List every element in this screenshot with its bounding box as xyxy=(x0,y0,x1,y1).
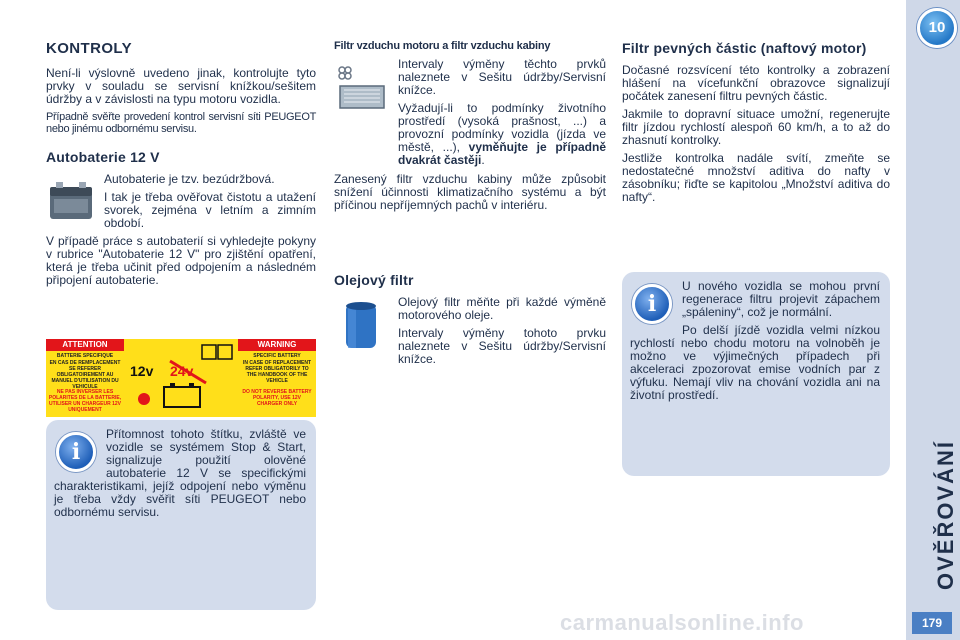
air-filter-block xyxy=(334,58,606,167)
label-left-text: EN CAS DE REMPLACEMENT SE REFERER OBLIGATOIREMENT AU MANUEL D'UTILISATION DU VEHICULE xyxy=(49,360,121,390)
air-filter-heading: Filtr vzduchu motoru a filtr vzduchu kabiny xyxy=(334,40,551,52)
battery-icon xyxy=(46,175,96,225)
column-dpf xyxy=(622,40,890,209)
page-number: 179 xyxy=(912,612,952,634)
air-filter-p2-text: Vyžadují-li to podmínky životního prostředí (vysoká prašnost, ...) a provozní podmínky vozidla (jízda ve městě, ...), xyxy=(398,101,606,154)
info-box-battery xyxy=(46,420,316,610)
oil-filter-icon xyxy=(334,298,390,354)
info-box-dpf-p2: Po delší jízdě vozidla velmi nízkou rychlostí nebo chodu motoru na volnoběh je možno ve výjimečných případech při akceleraci zpozorovat emise vodních par z výfuku. Nemají vliv na chování vozidla ani na životní prostředí. xyxy=(630,323,880,402)
chapter-number-badge: 10 xyxy=(917,8,957,48)
battery-p2: I tak je třeba ověřovat čistotu a utažení svorek, zejména v letním a zimním období. xyxy=(104,190,316,230)
label-symbols-icon xyxy=(126,341,236,415)
intro-text: Není-li výslovně uvedeno jinak, kontrolujte tyto prvky v souladu se servisní knížkou/sešitem údržby a v závislosti na typu motoru vozidla. xyxy=(46,66,316,106)
battery-p3: V případě práce s autobaterií si vyhledejte pokyny v rubrice "Autobaterie 12 V" pro zjištění opatření, která je třeba učinit před odpojením a následném připojení autobaterie. xyxy=(46,234,316,287)
air-filter-icon xyxy=(334,60,390,116)
oil-filter-heading: Olejový filtr xyxy=(334,272,414,288)
oil-filter-block xyxy=(334,296,606,366)
label-12v: 12v xyxy=(130,363,154,379)
battery-warning-label xyxy=(46,339,316,417)
air-filter-p2-end: . xyxy=(481,153,485,167)
attention-header: ATTENTION xyxy=(46,339,124,351)
section-title: KONTROLY xyxy=(46,40,132,57)
label-right-title: SPECIFIC BATTERY xyxy=(253,353,301,359)
dpf-heading: Filtr pevných částic (naftový motor) xyxy=(622,40,867,56)
info-box-battery-text: Přítomnost tohoto štítku, zvláště ve vozidle se systémem Stop & Start, signalizuje použití olověné autobaterie 12 V se specifickými charakteristikami, jejíž odpojení nebo výměnu je třeba vždy svěřit síti PEUGEOT nebo odbornému servisu. xyxy=(54,427,306,519)
column-kontroly xyxy=(46,40,316,292)
battery-heading: Autobaterie 12 V xyxy=(46,149,160,165)
battery-block xyxy=(46,173,316,230)
dpf-p3: Jestliže kontrolka nadále svítí, zmeňte se nedostatečné množství aditiva do nafty v zásobníku; řiďte se kapitolou „Množství aditiva do nafty“. xyxy=(622,151,890,204)
air-filter-p2-bold: vyměňujte je případně dvakrát častěji xyxy=(398,140,606,167)
air-filter-p2 xyxy=(398,102,606,167)
info-box-dpf-p1: U nového vozidla se mohou první regenerace filtru projevit zápachem „spáleniny“, což je normální. xyxy=(682,279,880,319)
dpf-p1: Dočasné rozsvícení této kontrolky a zobrazení hlášení na vícefunkční obrazovce signalizují počátek zanesení filtru pevných částic. xyxy=(622,63,890,103)
label-center-graphic xyxy=(126,341,236,415)
info-box-dpf xyxy=(622,272,890,476)
oil-filter-p2: Intervaly výměny tohoto prvku naleznete v Sešitu údržby/Servisní knížce. xyxy=(398,326,606,366)
dpf-p2: Jakmile to dopravní situace umožní, regenerujte filtr jízdou rychlostí alespoň 60 km/h, a to až do zhasnutí kontrolky. xyxy=(622,107,890,147)
label-right-red: DO NOT REVERSE BATTERY POLARITY, USE 12V CHARGER ONLY xyxy=(242,389,312,407)
label-right-text: IN CASE OF REPLACEMENT REFER OBLIGATORILY TO THE HANDBOOK OF THE VEHICLE xyxy=(242,360,312,384)
air-filter-p1: Intervaly výměny těchto prvků naleznete v Sešitu údržby/Servisní knížce. xyxy=(398,57,606,97)
battery-p1: Autobaterie je tzv. bezúdržbová. xyxy=(104,172,275,186)
oil-filter-p1: Olejový filtr měňte při každé výměně motorového oleje. xyxy=(398,295,606,322)
watermark: carmanualsonline.info xyxy=(560,610,804,635)
chapter-title: OVĚŘOVÁNÍ xyxy=(933,439,958,590)
warning-header: WARNING xyxy=(238,339,316,351)
air-filter-p3: Zanesený filtr vzduchu kabiny může způsobit snížení účinnosti klimatizačního systému a být příčinou nepříjemných pachů v interiéru. xyxy=(334,172,606,212)
label-24v: 24v xyxy=(170,363,194,379)
info-icon: i xyxy=(632,284,672,324)
note-text: Případně svěřte provedení kontrol servisní síti PEUGEOT nebo jinému odbornému servisu. xyxy=(46,111,316,135)
column-filters xyxy=(334,40,606,371)
info-icon: i xyxy=(56,432,96,472)
label-left-title: BATTERIE SPECIFIQUE xyxy=(56,353,114,359)
label-left-red: NE PAS INVERSER LES POLARITES DE LA BATTERIE, UTILISER UN CHARGEUR 12V UNIQUEMENT xyxy=(48,389,122,413)
